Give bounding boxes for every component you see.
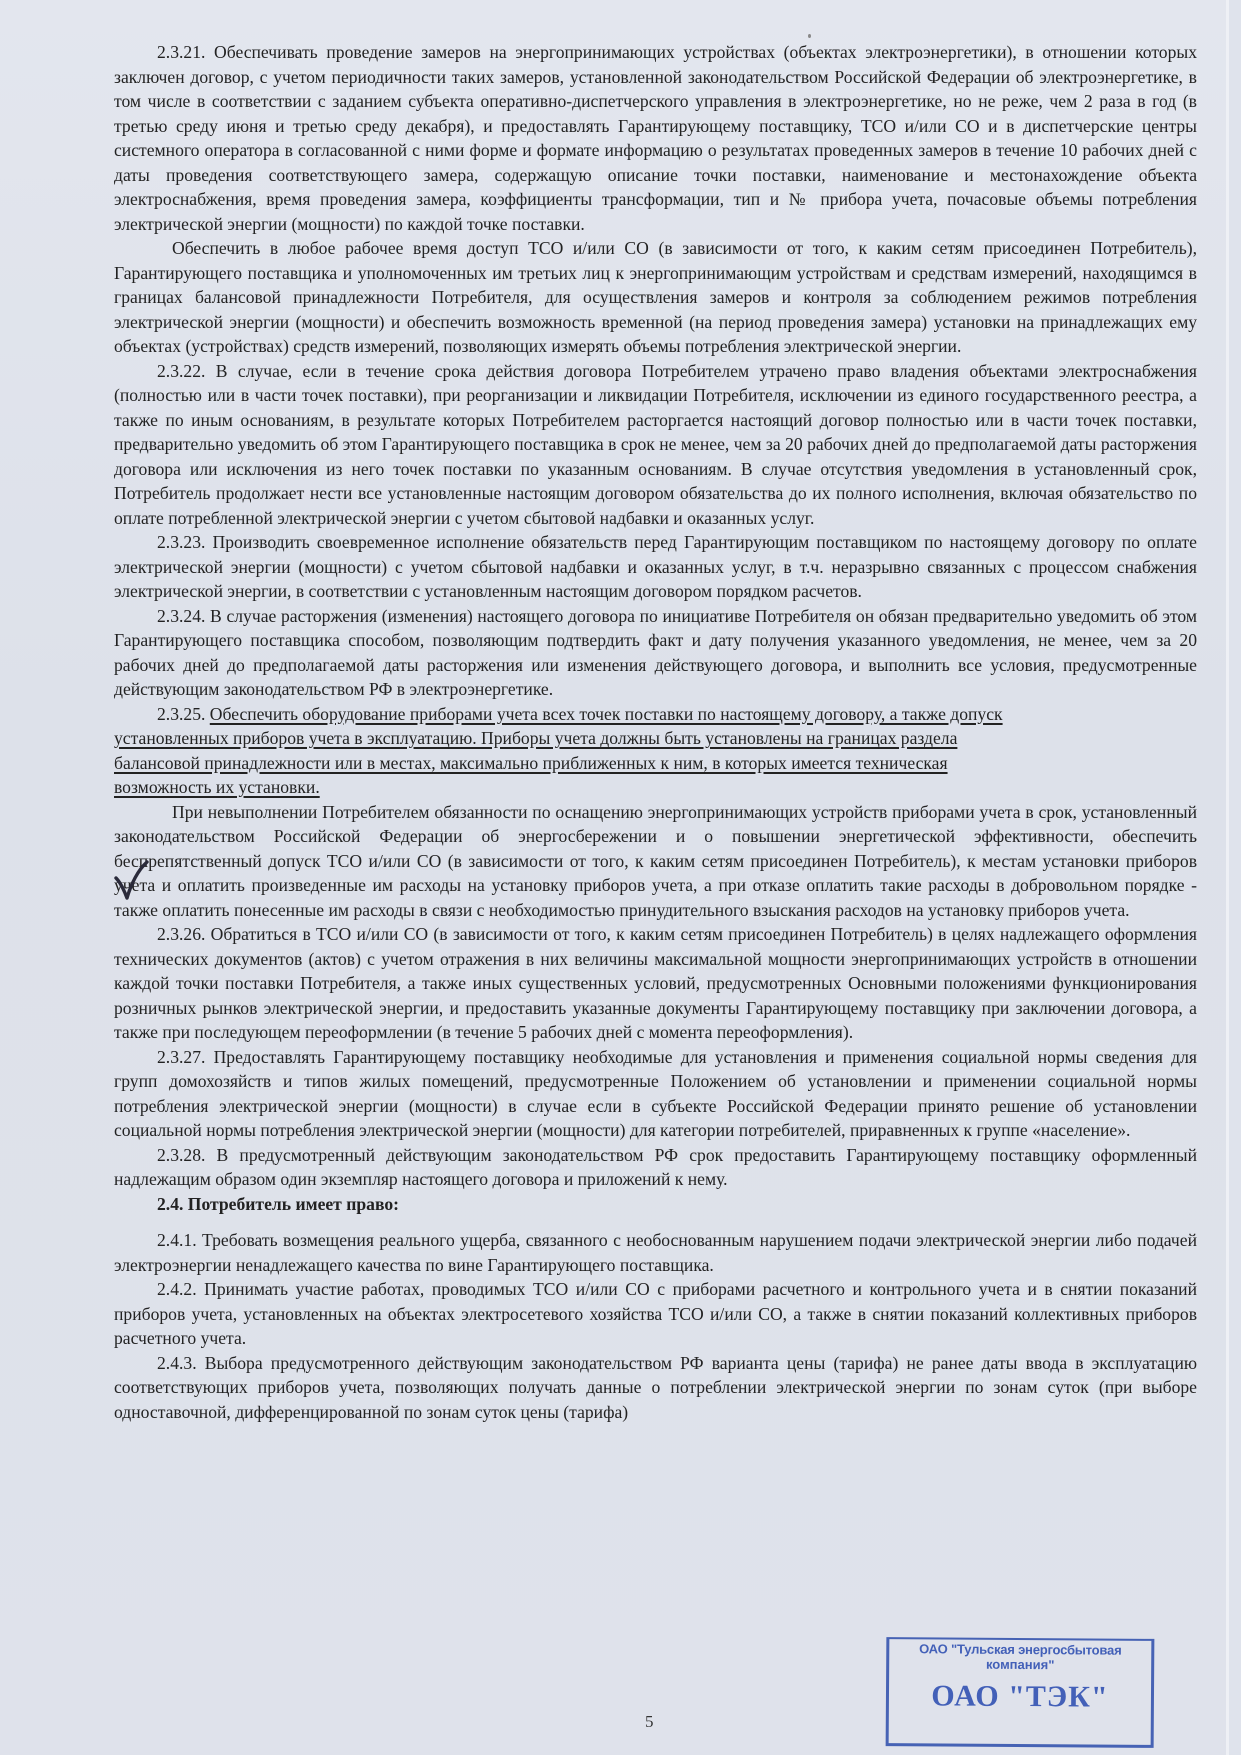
clause-2-3-25 xyxy=(114,702,1197,800)
company-stamp xyxy=(886,1637,1155,1748)
clause-2-3-25-line-3 xyxy=(114,751,1197,776)
underlined-text: Обеспечить оборудование приборами учета всех точек поставки по настоящему договору, а также допуск xyxy=(209,703,1003,724)
clause-2-3-22: 2.3.22. В случае, если в течение срока действия договора Потребителем утрачено право владения объектами электроснабжения (полностью или в части точек поставки), при реорганизации и ликвидации Потребителя, исключении из единого государственного реестра, а также по иным основаниям, в результате которых Потребителем расторгается настоящий договор полностью или в части точек поставки, предварительно уведомить об этом Гарантирующего поставщика в срок не менее, чем за 20 рабочих дней до предполагаемой даты расторжения договора или исключения из него точек поставки по указанным основаниям. В случае отсутствия уведомления в установленный срок, Потребитель продолжает нести все установленные настоящим договором обязательства до их полного исполнения, включая обязательство по оплате потребленной электрической энергии с учетом сбытовой надбавки и оказанных услуг. xyxy=(114,360,1197,528)
stamp-company-name: ОАО "Тульская энергосбытовая xyxy=(919,1641,1122,1658)
clause-2-3-24: 2.3.24. В случае расторжения (изменения) настоящего договора по инициативе Потребителя он обязан предварительно уведомить об этом Гарантирующего поставщика способом, позволяющим подтвердить факт и дату получения указанного уведомления, не менее, чем за 20 рабочих дней до предполагаемой даты расторжения или изменения действующего договора, и выполнить все условия, предусмотренные действующим законодательством РФ в электроэнергетике. xyxy=(114,605,1197,699)
stamp-abbreviation: ОАО "ТЭК" xyxy=(931,1679,1109,1714)
clause-2-3-21: 2.3.21. Обеспечивать проведение замеров на энергопринимающих устройствах (объектах электроэнергетики), в отношении которых заключен договор, с учетом периодичности таких замеров, установленной законодательством Российской Федерации об электроэнергетике, в том числе в соответствии с заданием субъекта оперативно-диспетчерского управления в электроэнергетике, но не реже, чем 2 раза в год (в третью среду июня и третью среду декабря), и предоставлять Гарантирующему поставщику, ТСО и/или СО и в диспетчерские центры системного оператора в согласованной с ними форме и формате информацию о результатах проведенных замеров в течение 10 рабочих дней с даты проведения соответствующего замера, содержащую описание точки поставки, наименование и местонахождение объекта электроснабжения, время проведения замера, коэффициенты трансформации, тип и № прибора учета, почасовые объемы потребления электрической энергии (мощности) по каждой точке поставки. xyxy=(114,42,1197,234)
clause-2-3-28: 2.3.28. В предусмотренный действующим законодательством РФ срок предоставить Гарантирующему поставщику оформленный надлежащим образом один экземпляр настоящего договора и приложений к нему. xyxy=(114,1144,1197,1189)
clause-2-3-23: 2.3.23. Производить своевременное исполнение обязательств перед Гарантирующим поставщиком по настоящему договору по оплате электрической энергии (мощности) с учетом сбытовой надбавки и оказанных услуг, в т.ч. неразрывно связанных с процессом снабжения электрической энергии, в соответствии с установленным настоящим договором порядком расчетов. xyxy=(114,532,1197,601)
clause-2-3-27: 2.3.27. Предоставлять Гарантирующему поставщику необходимые для установления и применения социальной нормы сведения для групп домохозяйств и типов жилых помещений, предусмотренные Положением об установлении и применении социальной нормы потребления электрической энергии (мощности) в случае если в субъекте Российской Федерации принято решение об установлении социальной нормы потребления электрической энергии (мощности) для категории потребителей, приравненных к группе «население». xyxy=(114,1046,1197,1140)
page-number: 5 xyxy=(645,1712,654,1731)
document-body xyxy=(114,40,1197,1424)
section-heading-2-4: 2.4. Потребитель имеет право: xyxy=(157,1193,399,1214)
clause-2-3-26: 2.3.26. Обратиться в ТСО и/или СО (в зависимости от того, к каким сетям присоединен Потребитель) в целях надлежащего оформления технических документов (актов) с учетом отражения в них величины максимальной мощности энергопринимающих устройств в отношении каждой точки поставки Потребителя, а также иных существенных условий, предусмотренных Основными положениями функционирования розничных рынков электрической энергии, и предоставить указанные документы Гарантирующему поставщику при заключении договора, а также при последующем переоформлении (в течение 5 рабочих дней с момента переоформления). xyxy=(114,924,1197,1042)
clause-2-4-2: 2.4.2. Принимать участие работах, проводимых ТСО и/или СО с приборами расчетного и контрольного учета и в снятии показаний приборов учета, установленных на объектах электросетевого хозяйства ТСО и/или СО, а также в снятии показаний коллективных приборов расчетного учета. xyxy=(114,1279,1197,1348)
clause-2-4-1: 2.4.1. Требовать возмещения реального ущерба, связанного с необоснованным нарушением подачи электрической энергии либо подачей электроэнергии ненадлежащего качества по вине Гарантирующего поставщика. xyxy=(114,1230,1197,1275)
clause-2-3-25-line-4 xyxy=(114,775,1197,800)
clause-2-3-25-noncompliance: При невыполнении Потребителем обязанности по оснащению энергопринимающих устройств приборами учета в срок, установленный законодательством Российской Федерации об энергосбережении и о повышении энергетической эффективности, обеспечить беспрепятственный допуск ТСО и/или СО (в зависимости от того, к каким сетям присоединен Потребитель), к местам установки приборов учета и оплатить произведенные им расходы на установку приборов учета, а при отказе оплатить такие расходы в добровольном порядке - также оплатить понесенные им расходы в связи с необходимостью принудительного взыскания расходов на установку приборов учета. xyxy=(114,801,1197,920)
clause-2-3-25-line-2 xyxy=(114,726,1197,751)
clause-2-3-25-line-1 xyxy=(114,702,1197,727)
underlined-text: возможность их установки. xyxy=(114,777,320,797)
clause-2-3-21-access: Обеспечить в любое рабочее время доступ ТСО и/или СО (в зависимости от того, к каким сетям присоединен Потребитель), Гарантирующего поставщика и уполномоченных им третьих лиц к энергопринимающим устройствам и средствам измерений, находящимся в границах балансовой принадлежности Потребителя, для осуществления замеров и контроля за соблюдением режимов потребления электрической энергии (мощности) и обеспечить возможность временной (на период проведения замера) установки на принадлежащих ему объектах (устройствах) средств измерений, позволяющих измерять объемы потребления электрической энергии. xyxy=(114,238,1197,356)
underlined-text: установленных приборов учета в эксплуатацию. Приборы учета должны быть установлены на границах раздела xyxy=(114,728,958,748)
handwritten-checkmark-icon xyxy=(113,860,149,900)
underlined-text: балансовой принадлежности или в местах, максимально приближенных к ним, в которых имеется техническая xyxy=(114,752,948,773)
scan-artifact xyxy=(808,34,811,38)
clause-2-4-3: 2.4.3. Выбора предусмотренного действующим законодательством РФ варианта цены (тарифа) не ранее даты ввода в эксплуатацию соответствующих приборов учета, позволяющих получать данные о потреблении электрической энергии по зонам суток (при выборе одноставочной, дифференцированной по зонам суток цены (тарифа) xyxy=(114,1352,1197,1422)
stamp-company-name-cont: компания" xyxy=(985,1656,1055,1673)
clause-2-3-25-number: 2.3.25. xyxy=(157,703,210,724)
